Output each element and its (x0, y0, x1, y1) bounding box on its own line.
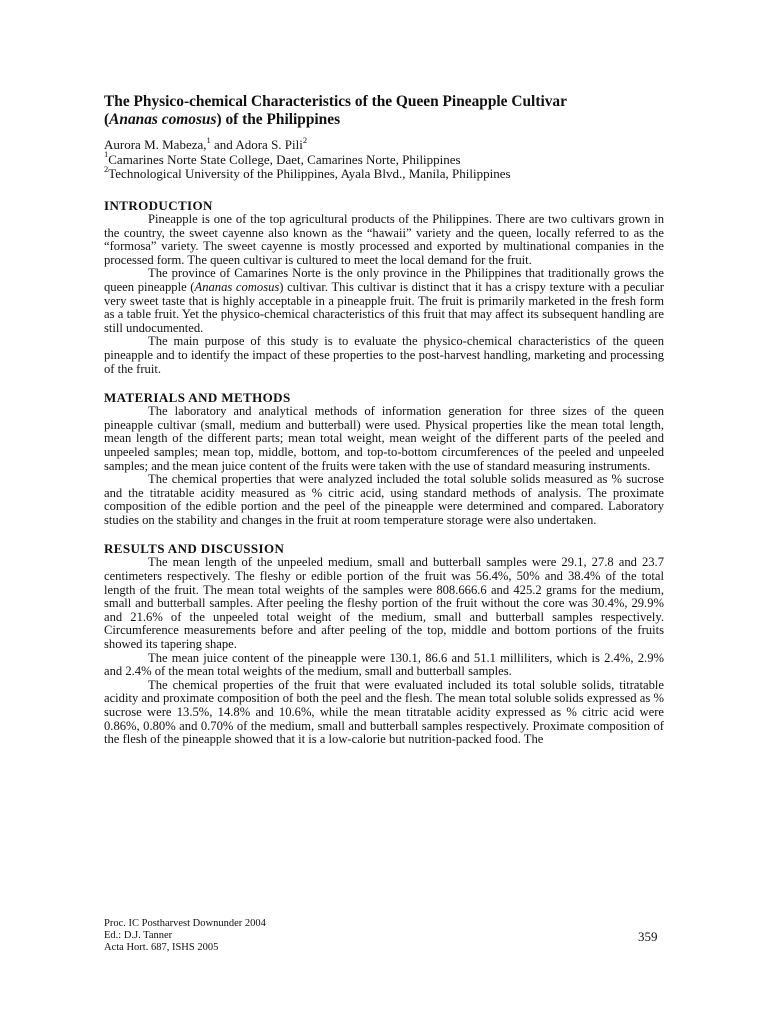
methods-paragraph-1: The laboratory and analytical methods of information generation for three sizes of the queen pineapple cultivar (small, medium and butterball) were used. Physical properties like the mean total length, mean length of the different parts; mean total weight, mean weight of the different parts of the peeled and unpeeled samples; mean top, middle, bottom, and top-to-bottom circumferences of the peeled and unpeeled samples; and the mean juice content of the fruits were taken with the use of standard measuring instruments. (104, 404, 664, 473)
results-heading: RESULTS AND DISCUSSION (104, 541, 285, 557)
footer-citation: Acta Hort. 687, ISHS 2005 (104, 942, 219, 954)
author-1: Aurora M. Mabeza, (104, 137, 207, 152)
results-paragraph-1: The mean length of the unpeeled medium, small and butterball samples were 29.1, 27.8 and 23.7 centimeters respectively. The fleshy or edible portion of the fruit was 56.4%, 50% and 38.4% of the total length of the fruit. The mean total weights of the samples were 808.666.6 and 425.2 grams for the medium, small and butterball samples. After peeling the fleshy portion of the fruit without the core was 30.4%, 29.9% and 21.6% of the unpeeled total weight of the medium, small and butterball samples respectively. Circumference measurements before and after peeling of the top, middle and bottom portions of the fruits showed its tapering shape. (104, 555, 664, 652)
results-paragraph-3: The chemical properties of the fruit that were evaluated included its total soluble solids, titratable acidity and proximate composition of both the peel and the flesh. The mean total soluble solids expressed as % sucrose were 13.5%, 14.8% and 10.6%, while the mean titratable acidity expressed as % citric acid were 0.86%, 0.80% and 0.70% of the medium, small and butterball samples respectively. Proximate composition of the flesh of the pineapple showed that it is a low-calorie but nutrition-packed food. The (104, 677, 664, 747)
results-paragraph-2: The mean juice content of the pineapple were 130.1, 86.6 and 51.1 milliliters, which is 2.4%, 2.9% and 2.4% of the mean total weights of the medium, small and butterball samples. (104, 650, 664, 679)
methods-paragraph-2: The chemical properties that were analyzed included the total soluble solids measured as % sucrose and the titratable acidity measured as % citric acid, using standard methods of analysis. The proximate composition of the edible portion and the peel of the pineapple were determined and compared. Laboratory studies on the stability and changes in the fruit at room temperature storage were also undertaken. (104, 472, 664, 527)
affiliation-1 (104, 149, 664, 168)
affiliation-1-mark: 1 (104, 149, 109, 160)
author-2-affiliation-mark: 2 (302, 134, 308, 145)
footer-editor: Ed.: D.J. Tanner (104, 930, 173, 942)
title-species-name: Ananas comosus (109, 111, 217, 128)
paper-body (104, 199, 664, 747)
page-number: 359 (638, 929, 658, 944)
introduction-paragraph-2 (104, 267, 664, 335)
title-line-2: ) of the Philippines (216, 111, 341, 128)
author-line (104, 134, 664, 153)
paper-title (104, 93, 664, 129)
introduction-paragraph-2-end: ) cultivar. This cultivar is distinct that it has a crispy texture with a peculiar very sweet taste that is highly acceptable in a pineapple fruit. The fruit is primarily marketed in the fresh form as a table fruit. Yet the physico-chemical characteristics of this fruit that may affect its subsequent handling are still undocumented. (104, 279, 664, 335)
author-2: Adora S. Pili (235, 137, 303, 152)
results-section (104, 542, 664, 746)
introduction-paragraph-1: Pineapple is one of the top agricultural products of the Philippines. There are two cultivars grown in the country, the sweet cayenne also known as the “hawaii” variety and the queen, locally referred to as the “formosa” variety. The sweet cayenne is mostly processed and exported by multinational companies in the processed form. The queen cultivar is cultured to meet the local demand for the fruit. (104, 212, 664, 267)
footer-proceedings: Proc. IC Postharvest Downunder 2004 (104, 918, 266, 929)
publication-footer (104, 918, 266, 955)
introduction-paragraph-3: The main purpose of this study is to evaluate the physico-chemical characteristics of the queen pineapple and to identify the impact of these properties to the post-harvest handling, marketing and processing of the fruit. (104, 334, 664, 376)
author-block (104, 134, 664, 182)
affiliation-2 (104, 163, 664, 182)
title-paren-open: ( (104, 111, 110, 128)
introduction-species-name: Ananas comosus (194, 279, 280, 294)
introduction-heading: INTRODUCTION (104, 198, 213, 213)
affiliation-1-text: Camarines Norte State College, Daet, Camarines Norte, Philippines (108, 151, 461, 167)
author-1-affiliation-mark: 1 (206, 134, 211, 145)
affiliation-2-text: Technological University of the Philippines, Ayala Blvd., Manila, Philippines (108, 166, 511, 181)
title-line-1: The Physico-chemical Characteristics of the Queen Pineapple Cultivar (104, 93, 567, 110)
introduction-section (104, 199, 664, 376)
introduction-paragraph-2-start: The province of Camarines Norte is the only province in the Philippines that traditionally grows the queen pineapple ( (104, 266, 664, 294)
methods-heading: MATERIALS AND METHODS (104, 390, 291, 406)
methods-section (104, 391, 664, 527)
affiliation-2-mark: 2 (104, 163, 109, 174)
author-joiner: and (210, 137, 236, 152)
